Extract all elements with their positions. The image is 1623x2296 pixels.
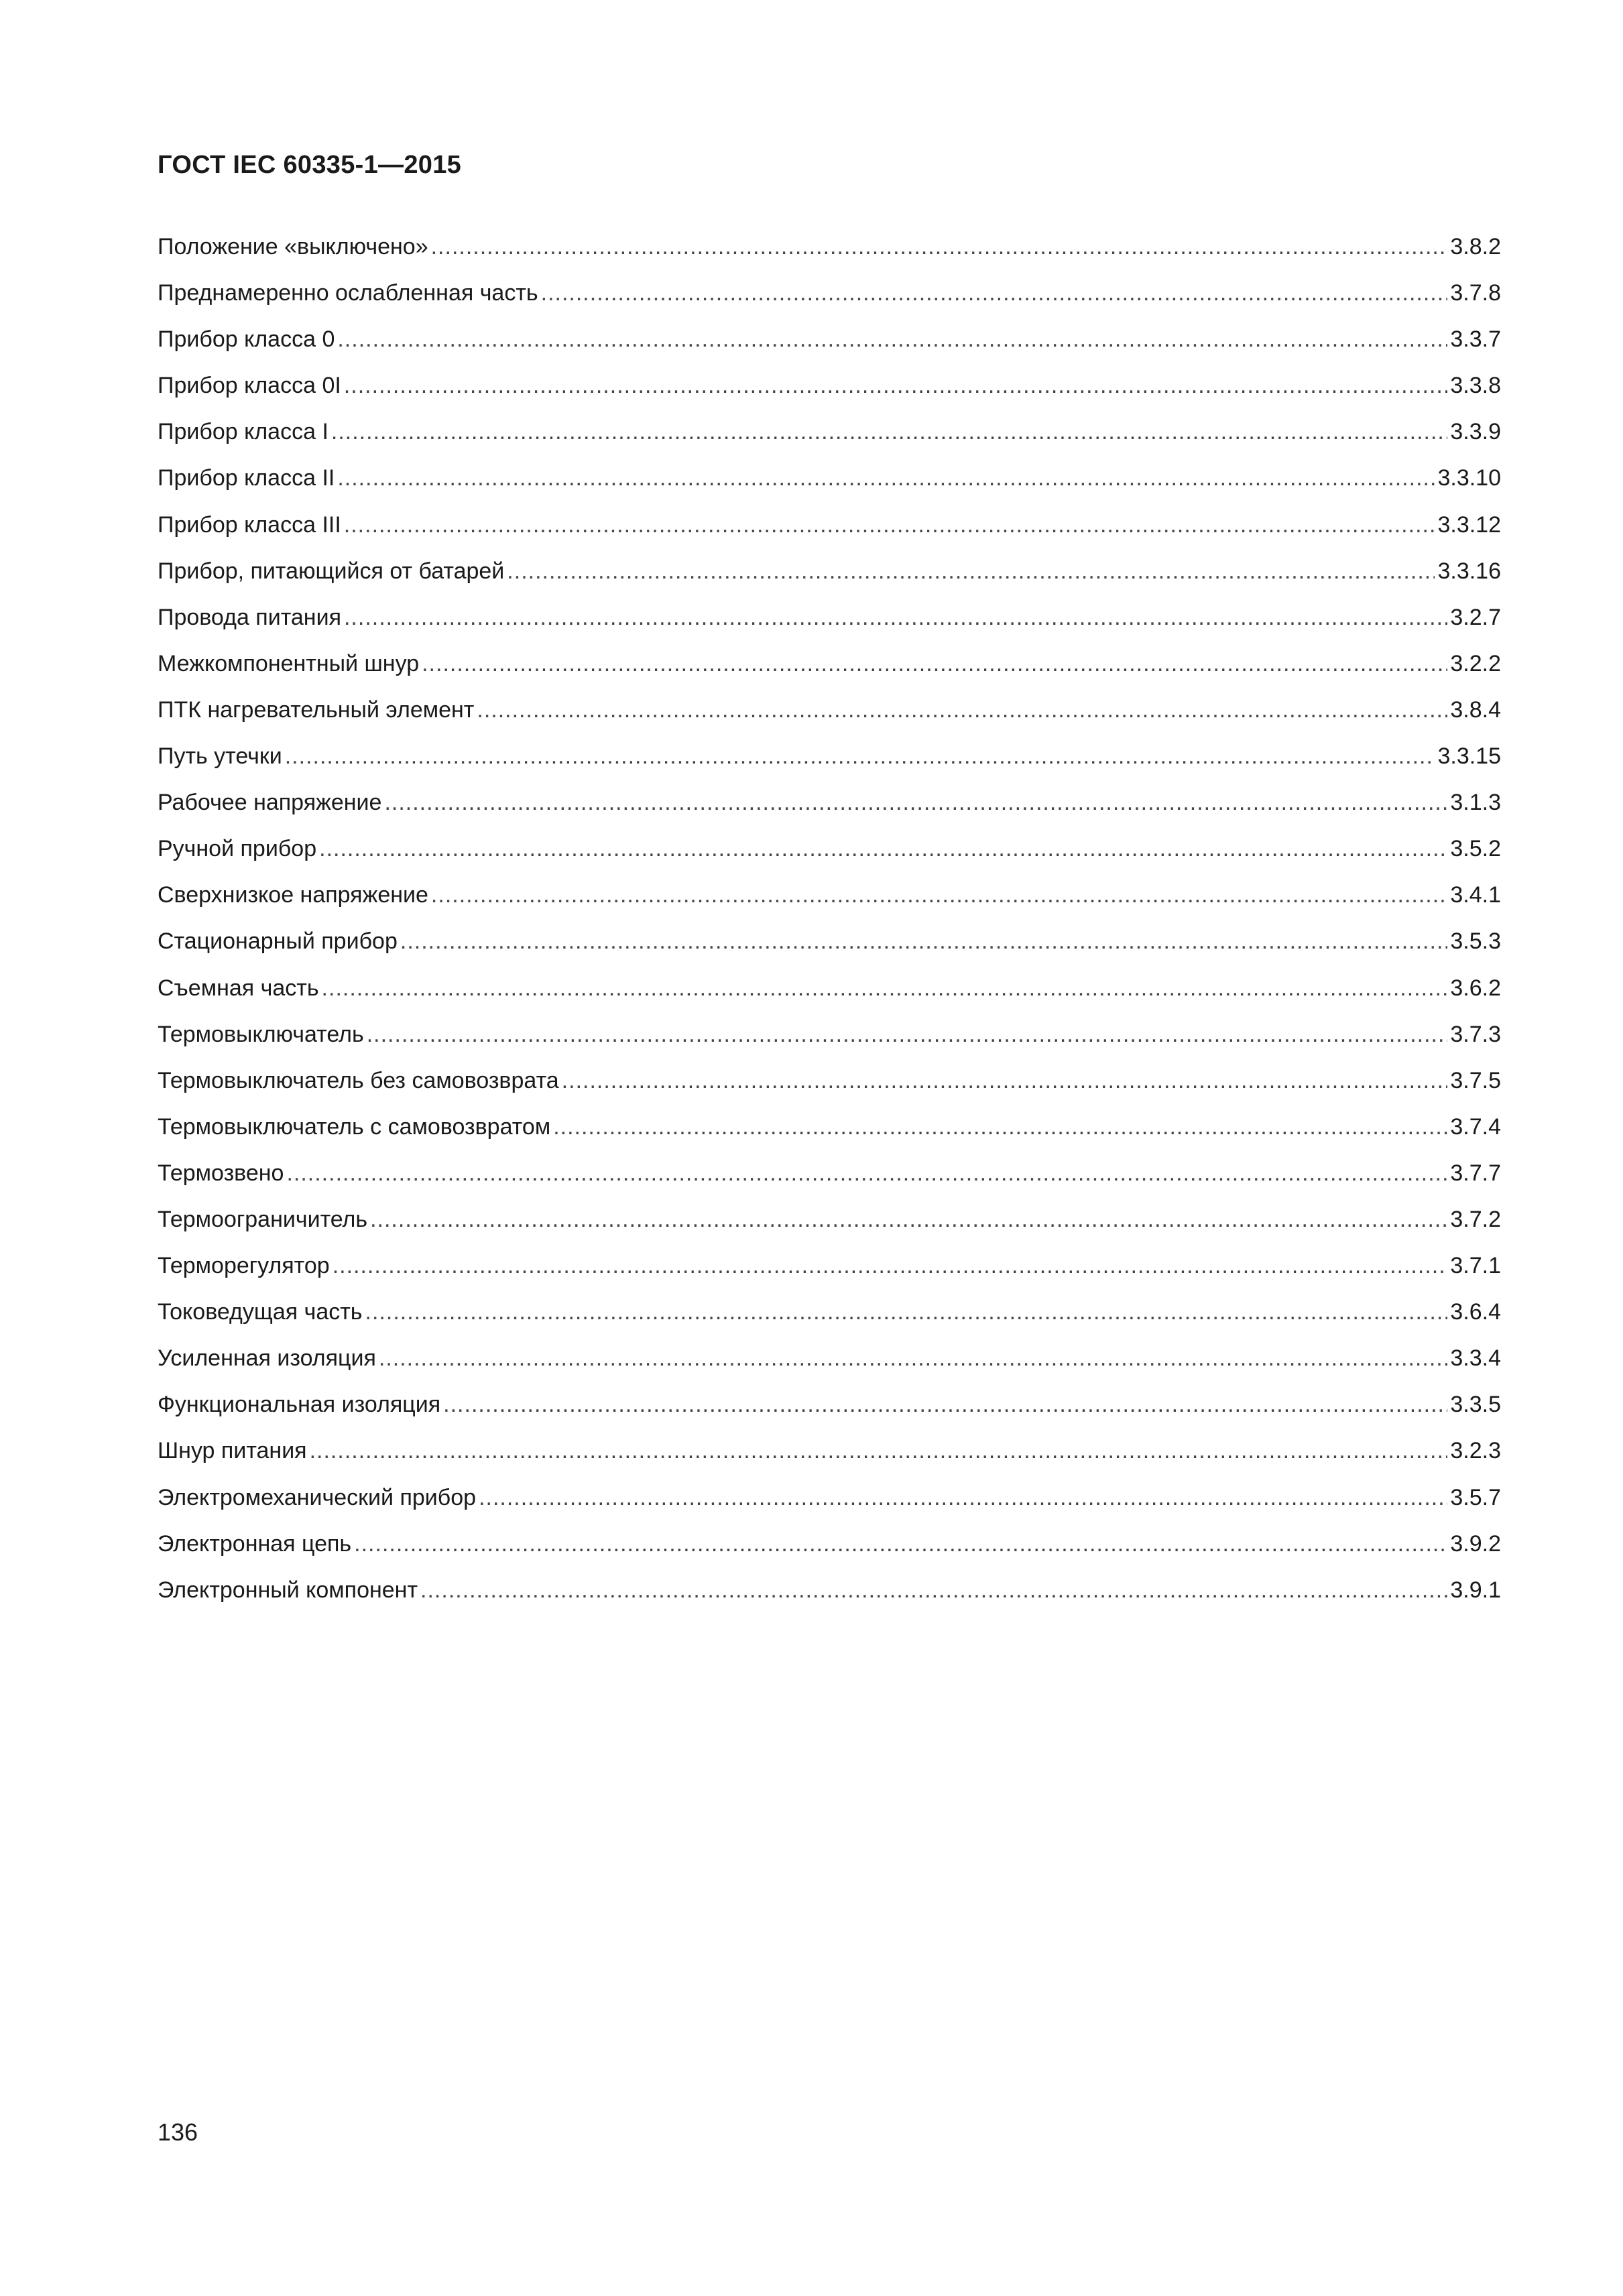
index-entry	[158, 1243, 1501, 1289]
index-entry	[158, 270, 1501, 316]
index-entry-clause-ref: 3.7.7	[1450, 1160, 1501, 1186]
index-entry-clause-ref: 3.8.4	[1450, 697, 1501, 723]
dot-leader	[431, 224, 1448, 270]
index-entry	[158, 455, 1501, 501]
dot-leader	[379, 1335, 1448, 1382]
dot-leader	[354, 1521, 1447, 1567]
dot-leader	[367, 1012, 1448, 1058]
index-entry-term: Преднамеренно ослабленная часть	[158, 280, 538, 306]
index-entry-term: ПТК нагревательный элемент	[158, 697, 475, 723]
dot-leader	[479, 1475, 1447, 1521]
index-entry-clause-ref: 3.7.5	[1450, 1067, 1501, 1093]
index-entry-term: Электромеханический прибор	[158, 1484, 477, 1510]
index-entry-term: Положение «выключено»	[158, 234, 428, 259]
index-entry-clause-ref: 3.3.12	[1437, 511, 1501, 538]
dot-leader	[319, 826, 1447, 872]
index-entry-term: Токоведущая часть	[158, 1299, 363, 1325]
index-entry-clause-ref: 3.5.7	[1450, 1484, 1501, 1510]
index-entry-clause-ref: 3.3.5	[1450, 1392, 1501, 1418]
index-entry	[158, 1428, 1501, 1474]
dot-leader	[337, 455, 1435, 501]
index-entry-term: Электронная цепь	[158, 1530, 352, 1557]
index-entry	[158, 872, 1501, 918]
dot-leader	[400, 918, 1447, 965]
index-entry	[158, 1150, 1501, 1197]
index-entry	[158, 1382, 1501, 1428]
index-entry-term: Прибор, питающийся от батарей	[158, 558, 505, 584]
dot-leader	[431, 872, 1447, 918]
index-entry-term: Прибор класса 0I	[158, 373, 341, 399]
index-entry-term: Стационарный прибор	[158, 928, 398, 955]
index-entry	[158, 826, 1501, 872]
index-entry-term: Провода питания	[158, 604, 341, 630]
index-entry-clause-ref: 3.3.10	[1437, 465, 1501, 491]
dot-leader	[286, 1150, 1447, 1197]
index-entry-term: Термозвено	[158, 1160, 284, 1186]
index-entry-term: Усиленная изоляция	[158, 1345, 376, 1372]
index-entry-clause-ref: 3.7.1	[1450, 1253, 1501, 1279]
index-entry-term: Электронный компонент	[158, 1577, 418, 1603]
index-entry-term: Функциональная изоляция	[158, 1392, 441, 1418]
index-entry-clause-ref: 3.3.15	[1437, 743, 1501, 770]
index-entry-term: Терморегулятор	[158, 1253, 330, 1279]
index-entry	[158, 1289, 1501, 1335]
index-entry-clause-ref: 3.5.3	[1450, 928, 1501, 955]
index-entry	[158, 224, 1501, 270]
index-entry-clause-ref: 3.5.2	[1450, 836, 1501, 862]
dot-leader	[322, 965, 1448, 1012]
dot-leader	[562, 1058, 1448, 1104]
index-entry	[158, 316, 1501, 363]
index-entry-term: Рабочее напряжение	[158, 790, 382, 816]
index-entry-term: Прибор класса 0	[158, 326, 335, 353]
index-entry	[158, 1567, 1501, 1614]
alphabetical-index-list	[158, 224, 1501, 1614]
dot-leader	[333, 1243, 1448, 1289]
dot-leader	[443, 1382, 1447, 1428]
dot-leader	[344, 363, 1448, 409]
index-entry-term: Шнур питания	[158, 1438, 307, 1464]
index-entry	[158, 548, 1501, 595]
index-entry	[158, 780, 1501, 826]
index-entry-clause-ref: 3.6.2	[1450, 975, 1501, 1001]
index-entry-clause-ref: 3.2.2	[1450, 650, 1501, 676]
index-entry	[158, 641, 1501, 687]
index-entry-term: Прибор класса III	[158, 511, 341, 538]
index-entry	[158, 1521, 1501, 1567]
index-entry-term: Путь утечки	[158, 743, 282, 770]
index-entry-term: Межкомпонентный шнур	[158, 650, 420, 676]
page-header-standard-code: ГОСТ IEC 60335-1—2015	[158, 151, 462, 179]
index-entry	[158, 1058, 1501, 1104]
index-entry-clause-ref: 3.7.3	[1450, 1021, 1501, 1047]
dot-leader	[420, 1567, 1447, 1614]
index-entry-term: Термовыключатель	[158, 1021, 364, 1047]
index-entry-term: Термовыключатель с самовозвратом	[158, 1113, 551, 1140]
index-entry-clause-ref: 3.7.4	[1450, 1113, 1501, 1140]
index-entry-term: Сверхнизкое напряжение	[158, 882, 428, 908]
dot-leader	[477, 687, 1447, 733]
index-entry-clause-ref: 3.6.4	[1450, 1299, 1501, 1325]
index-entry-clause-ref: 3.7.8	[1450, 280, 1501, 306]
index-entry	[158, 409, 1501, 455]
dot-leader	[337, 316, 1447, 363]
dot-leader	[344, 502, 1435, 548]
index-entry-clause-ref: 3.9.2	[1450, 1530, 1501, 1557]
dot-leader	[331, 409, 1447, 455]
dot-leader	[344, 595, 1447, 641]
index-entry-term: Термовыключатель без самовозврата	[158, 1067, 559, 1093]
index-entry-clause-ref: 3.3.9	[1450, 419, 1501, 445]
dot-leader	[384, 780, 1447, 826]
index-entry	[158, 1104, 1501, 1150]
index-entry-clause-ref: 3.9.1	[1450, 1577, 1501, 1603]
index-entry-term: Ручной прибор	[158, 836, 317, 862]
dot-leader	[365, 1289, 1448, 1335]
index-entry	[158, 595, 1501, 641]
index-entry-term: Прибор класса I	[158, 419, 328, 445]
dot-leader	[310, 1428, 1448, 1474]
index-entry-term: Термоограничитель	[158, 1206, 368, 1232]
page-number: 136	[158, 2118, 198, 2146]
index-entry-clause-ref: 3.8.2	[1450, 234, 1501, 259]
index-entry	[158, 1012, 1501, 1058]
index-entry	[158, 502, 1501, 548]
index-entry-clause-ref: 3.3.8	[1450, 373, 1501, 399]
index-entry-clause-ref: 3.7.2	[1450, 1206, 1501, 1232]
dot-leader	[285, 733, 1435, 780]
index-entry-clause-ref: 3.2.7	[1450, 604, 1501, 630]
index-entry	[158, 363, 1501, 409]
index-entry	[158, 1475, 1501, 1521]
index-entry	[158, 733, 1501, 780]
index-entry	[158, 1335, 1501, 1382]
index-entry-term: Прибор класса II	[158, 465, 335, 491]
index-entry-clause-ref: 3.4.1	[1450, 882, 1501, 908]
dot-leader	[541, 270, 1448, 316]
index-entry	[158, 918, 1501, 965]
index-entry-clause-ref: 3.3.4	[1450, 1345, 1501, 1372]
dot-leader	[370, 1197, 1447, 1243]
index-entry	[158, 687, 1501, 733]
dot-leader	[507, 548, 1435, 595]
index-entry-clause-ref: 3.2.3	[1450, 1438, 1501, 1464]
index-entry	[158, 965, 1501, 1012]
index-entry	[158, 1197, 1501, 1243]
index-entry-clause-ref: 3.1.3	[1450, 790, 1501, 816]
index-entry-clause-ref: 3.3.7	[1450, 326, 1501, 353]
dot-leader	[422, 641, 1447, 687]
index-entry-clause-ref: 3.3.16	[1437, 558, 1501, 584]
dot-leader	[553, 1104, 1447, 1150]
index-entry-term: Съемная часть	[158, 975, 319, 1001]
